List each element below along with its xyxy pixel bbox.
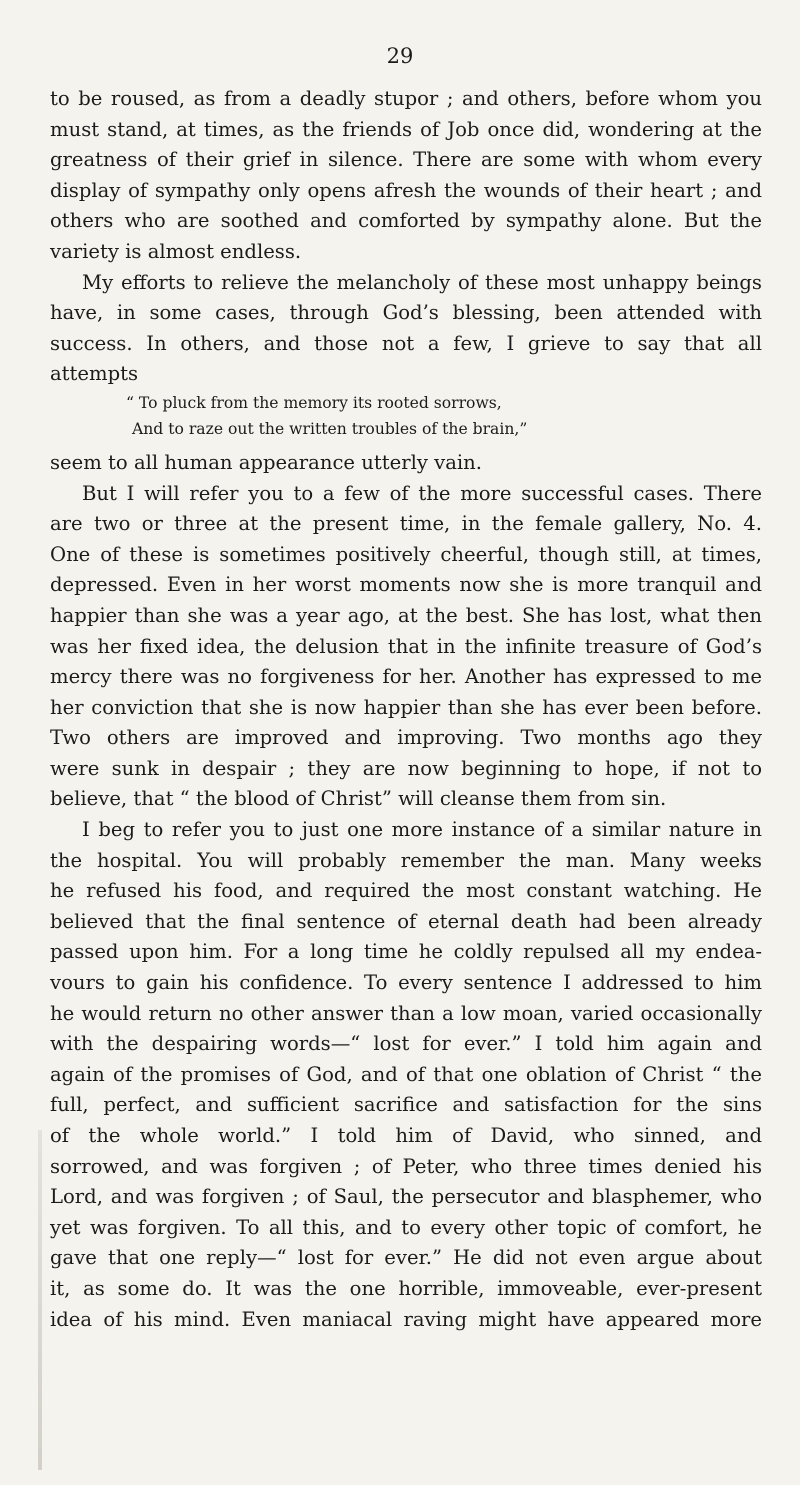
page-number: 29 bbox=[386, 44, 414, 68]
text-line: believed that the final sentence of eternal death had been already bbox=[50, 909, 762, 933]
page-gutter-shadow bbox=[38, 1130, 42, 1470]
text-line: he refused his food, and required the most constant watching. He bbox=[50, 879, 762, 903]
text-line: of the whole world.” I told him of David, who sinned, and bbox=[50, 1124, 762, 1147]
text-line: One of these is sometimes positively cheerful, though still, at times, bbox=[50, 542, 762, 566]
text-line: her conviction that she is now happier than she has ever been before. bbox=[50, 695, 762, 719]
text-line: full, perfect, and sufficient sacrifice and satisfaction for the sins bbox=[50, 1093, 762, 1117]
block-quote bbox=[50, 390, 762, 442]
text-line: sorrowed, and was forgiven ; of Peter, who three times denied his bbox=[50, 1154, 762, 1178]
body-text bbox=[50, 84, 762, 1335]
text-line: yet was forgiven. To all this, and to every other topic of comfort, he bbox=[50, 1215, 762, 1239]
paragraph bbox=[50, 84, 762, 268]
text-line: seem to all human appearance utterly vain. bbox=[50, 450, 483, 474]
text-line: are two or three at the present time, in the female gallery, No. 4. bbox=[50, 512, 762, 536]
text-line: he would return no other answer than a low moan, varied occasionally bbox=[50, 1001, 762, 1025]
text-line: idea of his mind. Even maniacal raving might have appeared more bbox=[50, 1307, 762, 1331]
text-line: variety is almost endless. bbox=[50, 239, 302, 263]
text-line: must stand, at times, as the friends of Job once did, wondering at the bbox=[50, 117, 762, 141]
quote-line: And to raze out the written troubles of the brain,” bbox=[132, 419, 528, 438]
text-line: to be roused, as from a deadly stupor ; and others, before whom you bbox=[50, 87, 762, 110]
text-line: was her fixed idea, the delusion that in the infinite treasure of God’s bbox=[50, 634, 762, 658]
text-line: gave that one reply—“ lost for ever.” He did not even argue about bbox=[50, 1246, 762, 1270]
text-line: Lord, and was forgiven ; of Saul, the persecutor and blasphemer, who bbox=[50, 1185, 762, 1209]
text-line: it, as some do. It was the one horrible, immoveable, ever-present bbox=[50, 1276, 762, 1300]
text-line: But I will refer you to a few of the more successful cases. There bbox=[82, 481, 762, 505]
text-line: with the despairing words—“ lost for ever.” I told him again and bbox=[50, 1032, 762, 1056]
text-line: have, in some cases, through God’s blessing, been attended with bbox=[50, 301, 762, 325]
paragraph bbox=[50, 448, 762, 479]
text-line: mercy there was no forgiveness for her. Another has expressed to me bbox=[50, 665, 762, 689]
text-line: others who are soothed and comforted by sympathy alone. But the bbox=[50, 209, 762, 233]
paragraph bbox=[50, 815, 762, 1335]
text-line: greatness of their grief in silence. There are some with whom every bbox=[50, 148, 762, 172]
text-line: I beg to refer you to just one more instance of a similar nature in bbox=[82, 818, 762, 842]
paragraph bbox=[50, 479, 762, 816]
text-line: Two others are improved and improving. Two months ago they bbox=[50, 726, 762, 750]
text-line: depressed. Even in her worst moments now she is more tranquil and bbox=[50, 573, 762, 597]
text-line: the hospital. You will probably remember the man. Many weeks bbox=[50, 848, 762, 872]
text-line: passed upon him. For a long time he coldly repulsed all my endea- bbox=[50, 940, 762, 964]
text-line: attempts bbox=[50, 362, 139, 386]
text-line: again of the promises of God, and of that one oblation of Christ “ the bbox=[50, 1062, 762, 1086]
text-line: My efforts to relieve the melancholy of these most unhappy beings bbox=[82, 270, 762, 294]
text-line: were sunk in despair ; they are now beginning to hope, if not to bbox=[50, 756, 762, 780]
text-line: vours to gain his confidence. To every sentence I addressed to him bbox=[50, 971, 762, 995]
text-line: happier than she was a year ago, at the best. She has lost, what then bbox=[50, 603, 762, 627]
paragraph bbox=[50, 268, 762, 390]
quote-line: “ To pluck from the memory its rooted sorrows, bbox=[126, 393, 502, 412]
text-line: success. In others, and those not a few, I grieve to say that all bbox=[50, 331, 762, 355]
text-line: believe, that “ the blood of Christ” will cleanse them from sin. bbox=[50, 787, 667, 811]
text-line: display of sympathy only opens afresh the wounds of their heart ; and bbox=[50, 178, 762, 202]
